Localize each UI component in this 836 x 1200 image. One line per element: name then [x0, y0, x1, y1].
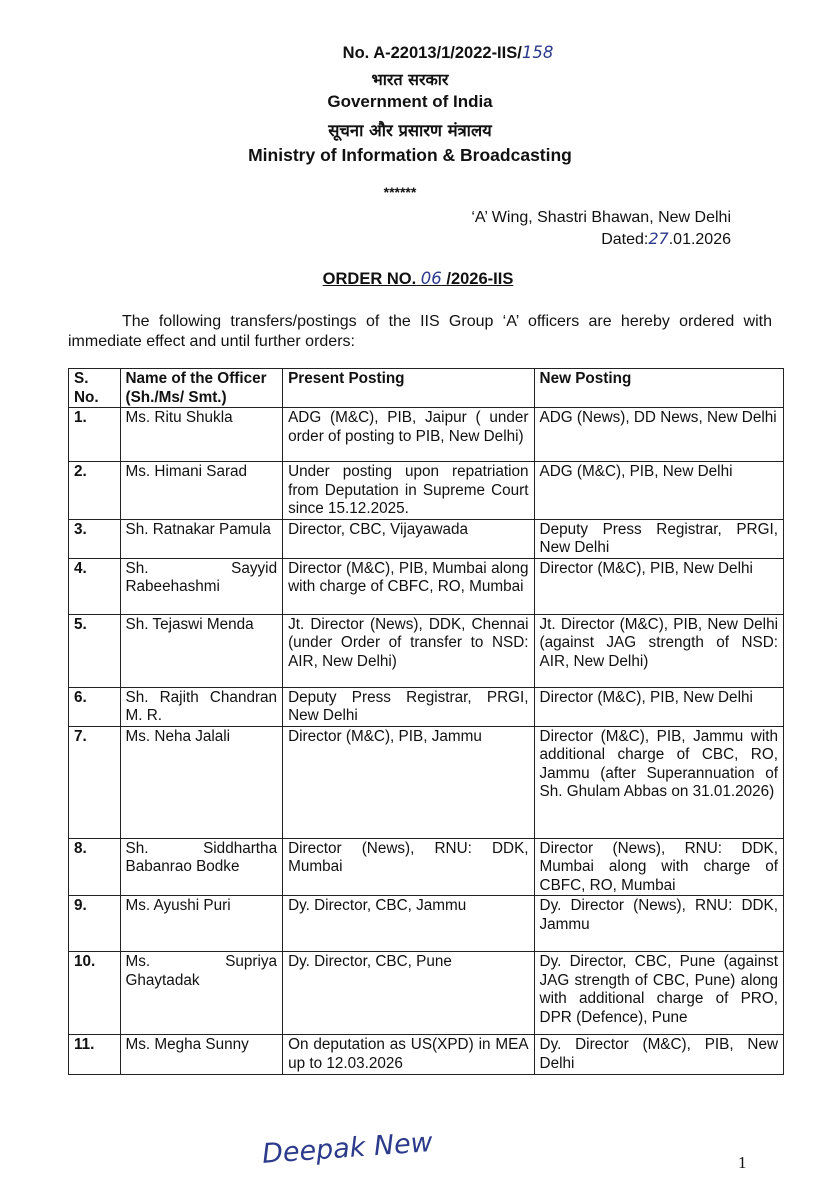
cell-present-posting: On deputation as US(XPD) in MEA up to 12.03.2026	[283, 1035, 534, 1075]
header-new-posting: New Posting	[534, 369, 783, 408]
cell-officer-name: Sh. Sayyid Rabeehashmi	[120, 558, 283, 614]
page-number: 1	[738, 1153, 747, 1172]
table-row	[69, 896, 784, 952]
header-officer-name: Name of the Officer (Sh./Ms/ Smt.)	[120, 369, 283, 408]
cell-sno: 9.	[69, 896, 121, 952]
hindi-government-heading: भारत सरकार	[371, 70, 449, 89]
cell-sno: 7.	[69, 726, 121, 838]
cell-officer-name: Sh. Ratnakar Pamula	[120, 519, 283, 558]
cell-new-posting: Jt. Director (M&C), PIB, New Delhi (against JAG strength of NSD: AIR, New Delhi)	[534, 614, 783, 687]
order-date: Dated:27.01.2026	[601, 229, 731, 248]
cell-present-posting: Jt. Director (News), DDK, Chennai (under Order of transfer to NSD: AIR, New Delhi)	[283, 614, 534, 687]
cell-present-posting: Director (M&C), PIB, Mumbai along with charge of CBFC, RO, Mumbai	[283, 558, 534, 614]
cell-officer-name: Sh. Rajith Chandran M. R.	[120, 687, 283, 726]
hindi-ministry-heading: सूचना और प्रसारण मंत्रालय	[328, 121, 492, 140]
cell-present-posting: Director, CBC, Vijayawada	[283, 519, 534, 558]
header-sno: S. No.	[69, 369, 121, 408]
separator-stars: ******	[383, 184, 417, 200]
cell-sno: 11.	[69, 1035, 121, 1075]
cell-present-posting: Dy. Director, CBC, Jammu	[283, 896, 534, 952]
order-number: ORDER NO. 06 /2026-IIS	[322, 269, 514, 288]
cell-new-posting: ADG (M&C), PIB, New Delhi	[534, 462, 783, 520]
cell-officer-name: Sh. Siddhartha Babanrao Bodke	[120, 838, 283, 896]
cell-new-posting: Director (M&C), PIB, New Delhi	[534, 687, 783, 726]
cell-officer-name: Ms. Neha Jalali	[120, 726, 283, 838]
office-address: ‘A’ Wing, Shastri Bhawan, New Delhi	[471, 209, 731, 226]
cell-officer-name: Ms. Ayushi Puri	[120, 896, 283, 952]
cell-new-posting: Deputy Press Registrar, PRGI, New Delhi	[534, 519, 783, 558]
table-row	[69, 838, 784, 896]
cell-officer-name: Ms. Megha Sunny	[120, 1035, 283, 1075]
cell-sno: 10.	[69, 952, 121, 1035]
cell-sno: 8.	[69, 838, 121, 896]
table-row	[69, 519, 784, 558]
handwritten-date-day: 27	[648, 229, 669, 248]
reference-number: No. A-22013/1/2022-IIS/158	[342, 43, 554, 62]
table-row	[69, 952, 784, 1035]
cell-new-posting: Dy. Director (News), RNU: DDK, Jammu	[534, 896, 783, 952]
table-row	[69, 614, 784, 687]
cell-sno: 6.	[69, 687, 121, 726]
table-row	[69, 462, 784, 520]
cell-sno: 2.	[69, 462, 121, 520]
cell-sno: 1.	[69, 408, 121, 462]
cell-new-posting: ADG (News), DD News, New Delhi	[534, 408, 783, 462]
cell-present-posting: Director (M&C), PIB, Jammu	[283, 726, 534, 838]
cell-new-posting: Director (M&C), PIB, Jammu with additional charge of CBC, RO, Jammu (after Superannuation of Sh. Ghulam Abbas on 31.01.2026)	[534, 726, 783, 838]
cell-sno: 3.	[69, 519, 121, 558]
cell-officer-name: Ms. Himani Sarad	[120, 462, 283, 520]
table-row	[69, 408, 784, 462]
cell-present-posting: Deputy Press Registrar, PRGI, New Delhi	[283, 687, 534, 726]
cell-new-posting: Director (M&C), PIB, New Delhi	[534, 558, 783, 614]
table-row	[69, 726, 784, 838]
cell-sno: 4.	[69, 558, 121, 614]
cell-officer-name: Ms. Ritu Shukla	[120, 408, 283, 462]
ministry-heading: Ministry of Information & Broadcasting	[248, 145, 572, 165]
handwritten-signature: Deepak New	[261, 1127, 434, 1170]
table-row	[69, 1035, 784, 1075]
cell-officer-name: Ms. Supriya Ghaytadak	[120, 952, 283, 1035]
handwritten-ref-number: 158	[521, 43, 554, 62]
intro-paragraph: The following transfers/postings of the IIS Group ‘A’ officers are hereby ordered with immediate effect and until further orders:	[68, 313, 772, 350]
transfer-table	[68, 368, 784, 1075]
government-heading: Government of India	[327, 92, 493, 111]
cell-present-posting: Under posting upon repatriation from Deputation in Supreme Court since 15.12.2025.	[283, 462, 534, 520]
cell-new-posting: Dy. Director (M&C), PIB, New Delhi	[534, 1035, 783, 1075]
cell-present-posting: ADG (M&C), PIB, Jaipur ( under order of posting to PIB, New Delhi)	[283, 408, 534, 462]
header-present-posting: Present Posting	[283, 369, 534, 408]
table-row	[69, 687, 784, 726]
cell-new-posting: Director (News), RNU: DDK, Mumbai along with charge of CBFC, RO, Mumbai	[534, 838, 783, 896]
cell-new-posting: Dy. Director, CBC, Pune (against JAG strength of CBC, Pune) along with additional charge of PRO, DPR (Defence), Pune	[534, 952, 783, 1035]
table-row	[69, 558, 784, 614]
cell-sno: 5.	[69, 614, 121, 687]
cell-present-posting: Director (News), RNU: DDK, Mumbai	[283, 838, 534, 896]
cell-officer-name: Sh. Tejaswi Menda	[120, 614, 283, 687]
handwritten-order-number: 06	[420, 269, 442, 288]
table-header-row	[69, 369, 784, 408]
cell-present-posting: Dy. Director, CBC, Pune	[283, 952, 534, 1035]
